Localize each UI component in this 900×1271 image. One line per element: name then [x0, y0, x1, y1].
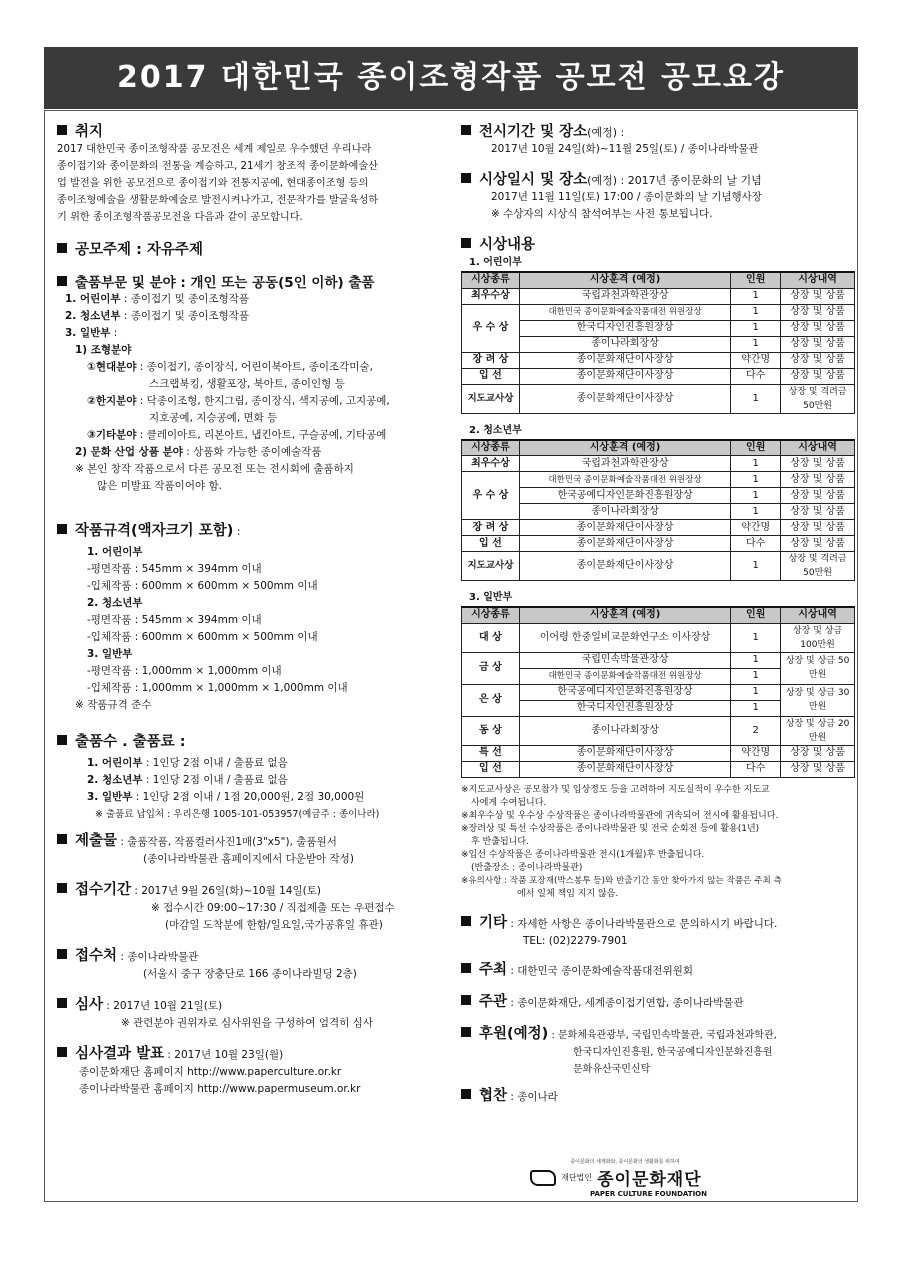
bullet-square-icon	[461, 173, 471, 183]
purpose-text: 2017 대한민국 종이조형작품 공모전은 세계 제일로 우수했던 우리나라 종이접기와 종이문화의 전통을 계승하고, 21세기 창조적 종이문화예술산 업 발전을 위한 공모전으로 종이접기와 전통지공예, 현대종이조형 등의 종이조형예술을 생활문화예술로 발전시켜나가고, 전문작가를 발굴육성하 기 위한 종이조형작품공모전을 다음과 같이 공모합니다.	[57, 144, 379, 223]
table-row: 입 선 종이문화재단이사장상 다수 상장 및 상품	[462, 368, 855, 384]
table-row: 종이나라회장상 1 상장 및 상품	[462, 336, 855, 352]
table-row: 입 선 종이문화재단이사장상 다수 상장 및 상품	[462, 536, 855, 552]
review-section: 심사 : 2017년 10월 21일(토) ※ 관련분야 권위자로 심사위원을 구성하여 엄격히 심사	[57, 997, 449, 1032]
host-section: 주최 : 대한민국 종이문화예술작품대전위원회	[461, 962, 856, 980]
table-row: 종이나라회장상 1 상장 및 상품	[462, 504, 855, 520]
awards-heading: 시상내용	[461, 233, 856, 254]
bullet-square-icon	[57, 243, 67, 253]
bullet-square-icon	[57, 834, 67, 844]
table-row: 입 선 종이문화재단이사장상 다수 상장 및 상품	[462, 761, 855, 777]
exhibit-heading: 전시기간 및 장소(예정) :	[461, 120, 856, 141]
spec-list: 1. 어린이부 -평면작품 : 545mm × 394mm 이내 -입체작품 : 600mm × 600mm × 500mm 이내 2. 청소년부 -평면작품 : 545mm × 394mm 이내 -입체작품 : 600mm × 600mm × 500mm 이내 3. 일반부 -평면작품 : 1,000mm × 1,000mm 이내 -입체작품 : 1,000mm × 1,000mm × 1,000mm 이내 ※ 작품규격 준수	[75, 546, 348, 711]
bullet-square-icon	[57, 998, 67, 1008]
table-row: 지도교사상 종이문화재단이사장상 1 상장 및 격려금50만원	[462, 552, 855, 581]
kids-awards-table: 시상종류 시상훈격 (예정) 인원 시상내역 최우수상 국립과천과학관장상 1 상장 및 상품 우 수 상 대한민국 종이문화예술작품대전 위원장상 1 상장 및 상품 한국디자인진흥원장상 1 상장 및 상품 종이나라회장상 1 상장 및 상품 장 려 상 종이문화재단이사장상 약간명 상장 및 상품 입 선 종이문화재단이사장상 다수 상장 및 상품 지도교사상 종이문화재단이사장상 1 상장 및 격려금 50만원	[461, 271, 855, 414]
category-list: 1. 어린이부 : 종이접기 및 종이조형작품 2. 청소년부 : 종이접기 및 종이조형작품 3. 일반부 : 1) 조형분야 ①현대분야 : 종이접기, 종이장식, 어린이북아트, 종이조각미술, 스크랩북킹, 생활포장, 북아트, 종이인형 등 ②한지분야 : 닥종이조형, 한지그림, 종이장식, 색지공예, 고지공예, 지호공예, 지승공예, 면화 등 ③기타분야 : 클레이아트, 리본아트, 냅킨아트, 구슬공예, 기타공예 2) 문화 산업 상품 분야 : 상품화 가능한 종이예술작품 ※ 본인 창작 작품으로서 다른 공모전 또는 전시회에 출품하지 않은 미발표 작품이어야 함.	[65, 293, 390, 492]
count-heading: 출품수 . 출품료 :	[57, 730, 449, 751]
theme-heading: 공모주제 : 자유주제	[57, 238, 449, 259]
bullet-square-icon	[461, 1089, 471, 1099]
table-row: 최우수상 국립과천과학관장상 1 상장 및 상품	[462, 456, 855, 472]
table-row: 장 려 상 종이문화재단이사장상 약간명 상장 및 상품	[462, 352, 855, 368]
bullet-square-icon	[57, 524, 67, 534]
bullet-square-icon	[57, 883, 67, 893]
organizer-section: 주관 : 종이문화재단, 세계종이접기연합, 종이나라박물관	[461, 994, 856, 1012]
bullet-square-icon	[461, 1027, 471, 1037]
spec-heading: 작품규격(액자크기 포함) :	[57, 519, 449, 540]
bullet-square-icon	[57, 949, 67, 959]
table-row: 대한민국 종이문화예술작품대전 위원장상 1	[462, 668, 855, 684]
table-row: 금 상 국립민속박물관장상 1 상장 및 상금 50만원	[462, 652, 855, 668]
table-row: 우 수 상 대한민국 종이문화예술작품대전 위원장상 1 상장 및 상품	[462, 472, 855, 488]
table-row: 최우수상 국립과천과학관장상 1 상장 및 상품	[462, 288, 855, 304]
category-heading: 출품부문 및 분야 : 개인 또는 공동(5인 이하) 출품	[57, 271, 449, 291]
place-section: 접수처 : 종이나라박물관 (서울시 중구 장충단로 166 종이나라빌딩 2층)	[57, 948, 449, 983]
foundation-mark-icon	[530, 1170, 556, 1186]
table-row: 동 상 종이나라회장상 2 상장 및 상금 20만원	[462, 716, 855, 745]
bullet-square-icon	[461, 238, 471, 248]
bullet-square-icon	[461, 995, 471, 1005]
right-column: 전시기간 및 장소(예정) : 2017년 10월 24일(화)~11월 25일(토) / 종이나라박물관 시상일시 및 장소(예정) : 2017년 종이문화의 날 기념 2017년 11월 11일(토) 17:00 / 종이문화의 날 기념행사장 ※ 수상자의 시상식 참석여부는 사전 통보됩니다. 시상내용 1. 어린이부 시상종류 시상훈격 (예정) 인원 시상내역 최우수상 국립과천과학관장상 1 상장 및 상품 우 수 상 대한민국 종이문화예술작품대전 위원장상 1 상장 및 상품 한국디자인진흥원장상 1 상장 및 상품 종이나라회장상 1 상장 및 상품 장 려 상 종이문화재단이사장상 약간명 상장 및 상품 입 선 종이문화재단이사장상 다수 상장 및 상품 지도교사상 종이문화재단이사장상 1 상장 및 격려금 50만원 2. 청소년부 시상종류 시상훈격 (예정) 인원 시상내역 최우수상 국립과천과학관장상 1 상장 및 상품 우 수 상 대한민국 종이문화예술작품대전 위원장상 1 상장 및 상품 한국공예디자인문화진흥원장상 1 상장 및 상품 종이나라회장상 1 상장 및 상품 장 려 상 종이문화재단이사장상 약간명 상장 및 상품 입 선 종이문화재단이사장상 다수 상장 및 상품 지도교사상 종이문화재단이사장상 1 상장 및 격려금50만원 3. 일반부 시상종류 시상훈격 (예정) 인원 시상내역 대 상 이어령 한중일비교문화연구소 이사장상 1 상장 및 상금 100만원 금 상 국립민속박물관장상 1 상장 및 상금 50만원 대한민국 종이문화예술작품대전 위원장상 1 은 상 한국공예디자인문화진흥원장상 1 상장 및 상금 30만원 한국디자인진흥원장상 1 동 상 종이나라회장상 2 상장 및 상금 20만원 특 선 종이문화재단이사장상 약간명 상장 및 상품 입 선 종이문화재단이사장상 다수 상장 및 상품 ※지도교사상은 공모참가 및 입상정도 등을 고려하여 지도실적이 우수한 지도교 사에게 수여됩니다. ※최우수상 및 우수상 수상작품은 종이나라박물관에 귀속되어 전시에 활용됩니다. ※장려상 및 특선 수상작품은 종이나라박물관 및 전국 순회전 등에 활용(1년) 후 반출됩니다. ※입선 수상작품은 종이나라박물관 전시(1개월)후 반출됩니다. (반출장소 : 종이나라박물관) ※유의사항 : 작품 포장재(박스봉투 등)와 반출기간 동안 찾아가지 않는 작품은 주최 측 에서 일체 책임 지지 않음. 기타 : 자세한 사항은 종이나라박물관으로 문의하시기 바랍니다. TEL: (02)2279-7901 주최 : 대한민국 종이문화예술작품대전위원회 주관 : 종이문화재단, 세계종이접기연합, 종이나라박물관 후원(예정) : 문화체육관광부, 국립민속박물관, 국립과천과학관, 한국디자인진흥원, 한국공예디자인문화진흥원 문화유산국민신탁 협찬 : 종이나라	[461, 120, 856, 1106]
period-section: 접수기간 : 2017년 9월 26일(화)~10월 14일(토) ※ 접수시간 09:00~17:30 / 직접제출 또는 우편접수 (마감일 도착분에 한함/일요일,국가공휴일 휴관)	[57, 882, 449, 934]
paper-culture-foundation-logo: 종이문화의 세계화와, 종이문화의 생활화를 위하여 재단법인 종이문화재단 PAPER CULTURE FOUNDATION	[530, 1158, 720, 1194]
table-row: 한국디자인진흥원장상 1 상장 및 상품	[462, 320, 855, 336]
bullet-square-icon	[57, 1047, 67, 1057]
purpose-heading: 취지	[57, 120, 449, 141]
bullet-square-icon	[57, 735, 67, 745]
papermuseum-link[interactable]: 종이나라박물관 홈페이지 http://www.papermuseum.or.kr	[79, 1083, 361, 1095]
table-row: 특 선 종이문화재단이사장상 약간명 상장 및 상품	[462, 745, 855, 761]
table-row: 대 상 이어령 한중일비교문화연구소 이사장상 1 상장 및 상금 100만원	[462, 623, 855, 652]
sponsor-section: 후원(예정) : 문화체육관광부, 국립민속박물관, 국립과천과학관, 한국디자인진흥원, 한국공예디자인문화진흥원 문화유산국민신탁	[461, 1026, 856, 1078]
general-awards-table: 시상종류 시상훈격 (예정) 인원 시상내역 대 상 이어령 한중일비교문화연구소 이사장상 1 상장 및 상금 100만원 금 상 국립민속박물관장상 1 상장 및 상금 50만원 대한민국 종이문화예술작품대전 위원장상 1 은 상 한국공예디자인문화진흥원장상 1 상장 및 상금 30만원 한국디자인진흥원장상 1 동 상 종이나라회장상 2 상장 및 상금 20만원 특 선 종이문화재단이사장상 약간명 상장 및 상품 입 선 종이문화재단이사장상 다수 상장 및 상품	[461, 606, 855, 778]
page-title: 2017 대한민국 종이조형작품 공모전 공모요강	[44, 47, 858, 109]
table-row: 지도교사상 종이문화재단이사장상 1 상장 및 격려금 50만원	[462, 384, 855, 413]
other-section: 기타 : 자세한 사항은 종이나라박물관으로 문의하시기 바랍니다. TEL: (02)2279-7901	[461, 915, 856, 950]
table-row: 우 수 상 대한민국 종이문화예술작품대전 위원장상 1 상장 및 상품	[462, 304, 855, 320]
table-row: 장 려 상 종이문화재단이사장상 약간명 상장 및 상품	[462, 520, 855, 536]
table-row: 은 상 한국공예디자인문화진흥원장상 1 상장 및 상금 30만원	[462, 684, 855, 700]
paperculture-link[interactable]: 종이문화재단 홈페이지 http://www.paperculture.or.kr	[79, 1066, 342, 1078]
youth-awards-table: 시상종류 시상훈격 (예정) 인원 시상내역 최우수상 국립과천과학관장상 1 상장 및 상품 우 수 상 대한민국 종이문화예술작품대전 위원장상 1 상장 및 상품 한국공예디자인문화진흥원장상 1 상장 및 상품 종이나라회장상 1 상장 및 상품 장 려 상 종이문화재단이사장상 약간명 상장 및 상품 입 선 종이문화재단이사장상 다수 상장 및 상품 지도교사상 종이문화재단이사장상 1 상장 및 격려금50만원	[461, 439, 855, 582]
bullet-square-icon	[57, 125, 67, 135]
bullet-square-icon	[57, 276, 67, 286]
table-row: 한국공예디자인문화진흥원장상 1 상장 및 상품	[462, 488, 855, 504]
count-list: 1. 어린이부 : 1인당 2점 이내 / 출품료 없음 2. 청소년부 : 1인당 2점 이내 / 출품료 없음 3. 일반부 : 1인당 2점 이내 / 1점 20,000원, 2점 30,000원 ※ 출품료 납입처 : 우리은행 1005-101-053957(예금주 : 종이나라)	[87, 757, 380, 820]
bullet-square-icon	[461, 125, 471, 135]
awards-notes: ※지도교사상은 공모참가 및 입상정도 등을 고려하여 지도실적이 우수한 지도교 사에게 수여됩니다. ※최우수상 및 우수상 수상작품은 종이나라박물관에 귀속되어 전시에 활용됩니다. ※장려상 및 특선 수상작품은 종이나라박물관 및 전국 순회전 등에 활용(1년) 후 반출됩니다. ※입선 수상작품은 종이나라박물관 전시(1개월)후 반출됩니다. (반출장소 : 종이나라박물관) ※유의사항 : 작품 포장재(박스봉투 등)와 반출기간 동안 찾아가지 않는 작품은 주최 측 에서 일체 책임 지지 않음.	[461, 784, 782, 899]
ceremony-heading: 시상일시 및 장소(예정) : 2017년 종이문화의 날 기념	[461, 168, 856, 189]
bullet-square-icon	[461, 916, 471, 926]
support-section: 협찬 : 종이나라	[461, 1088, 856, 1106]
left-column	[57, 120, 449, 1098]
result-section: 심사결과 발표 : 2017년 10월 23일(월) 종이문화재단 홈페이지 http://www.paperculture.or.kr 종이나라박물관 홈페이지 http://www.papermuseum.or.kr	[57, 1046, 449, 1098]
table-row: 한국디자인진흥원장상 1	[462, 700, 855, 716]
bullet-square-icon	[461, 963, 471, 973]
submit-section: 제출물 : 출품작품, 작품컬러사진1매(3"x5"), 출품원서 (종이나라박물관 홈페이지에서 다운받아 작성)	[57, 833, 449, 868]
